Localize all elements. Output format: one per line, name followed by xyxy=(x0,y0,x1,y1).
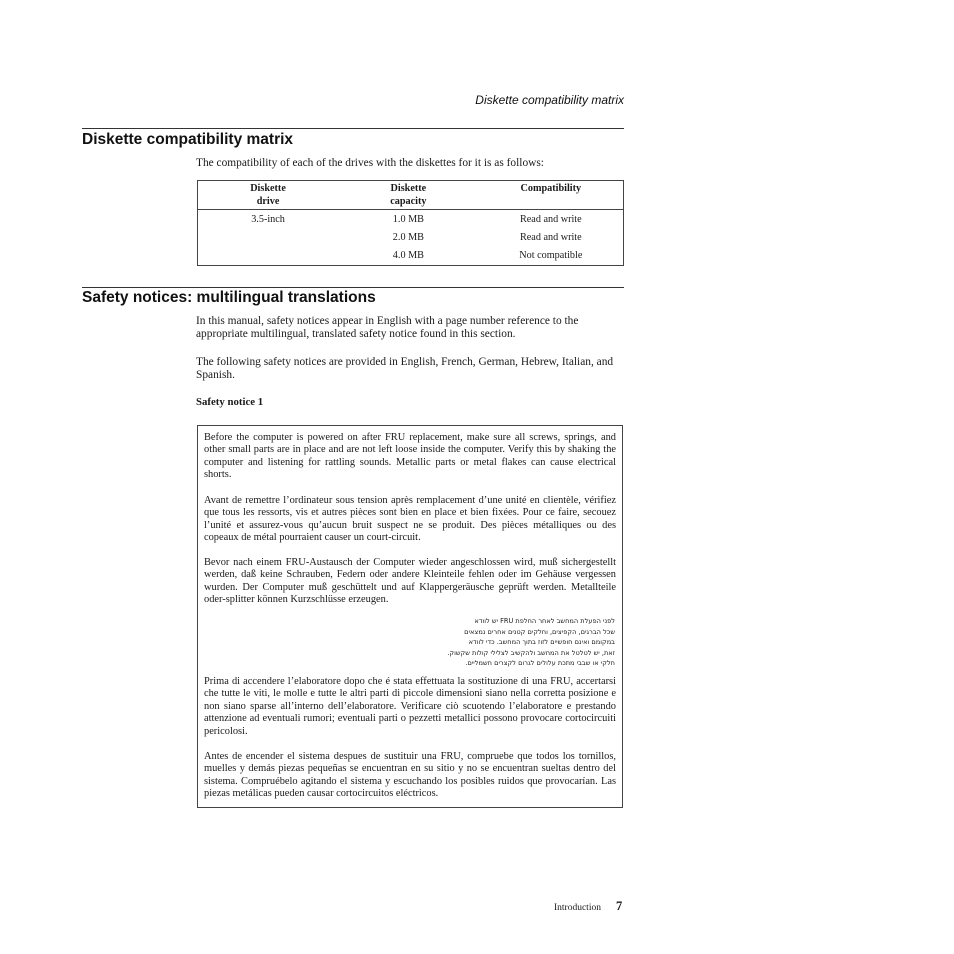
intro-paragraph: The compatibility of each of the drives with the diskettes for it is as follows: xyxy=(196,157,544,169)
table-cell: Not compatible xyxy=(519,250,583,261)
table-cell: 3.5-inch xyxy=(251,214,285,225)
safety-notice-box xyxy=(197,425,623,808)
running-head: Diskette compatibility matrix xyxy=(475,93,624,107)
notice-french: Avant de remettre l’ordinateur sous tension après remplacement d’une unité en clientèle, vérifiez que tous les ressorts, vis et autres pièces sont bien en place et bien fixées. Pour ce faire, secouez l’unité et assurez-vous qu’aucun bruit suspect ne se produit. Des pièces métalliques ou des copeaux de métal pourraient causer un court-circuit. xyxy=(204,495,616,544)
table-cell: 4.0 MB xyxy=(392,250,424,261)
column-header-drive: Diskette drive xyxy=(198,181,339,210)
section-rule xyxy=(82,128,624,129)
section-rule xyxy=(82,287,624,288)
table-cell: Read and write xyxy=(519,214,582,225)
column-header-capacity: Diskette capacity xyxy=(338,181,479,210)
table-header-row xyxy=(198,181,624,210)
compatibility-table xyxy=(197,180,624,266)
column-header-compatibility: Compatibility xyxy=(479,181,624,210)
section-heading: Safety notices: multilingual translations xyxy=(82,289,376,306)
page-number: 7 xyxy=(616,899,623,913)
paragraph: In this manual, safety notices appear in English with a page number reference to the appropriate multilingual, translated safety notice found in this section. xyxy=(196,315,579,341)
table-row xyxy=(198,210,624,230)
paragraph: The following safety notices are provided in English, French, German, Hebrew, Italian, and Spanish. xyxy=(196,356,614,382)
notice-spanish: Antes de encender el sistema despues de sustituir una FRU, compruebe que todos los tornillos, muelles y demás piezas pequeñas se encuentran en su sitio y no se encuentran sueltas dentro del sistema. Compruébelo agitando el sistema y escuchando los posibles ruidos que provocarían. Las piezas metálicas pueden causar cortocircuitos eléctricos. xyxy=(204,751,616,800)
notice-italian: Prima di accendere l’elaboratore dopo che é stata effettuata la sostituzione di una FRU, accertarsi che tutte le viti, le molle e tutte le altri parti di piccole dimensioni siano nella corretta posizione e non siano sparse all’interno dell’elaboratore. Verificare ciò scuotendo l’elaboratore e prestando attenzione ad eventuali rumori; eventuali parti o pezzetti metallici possono provocare cortocircuiti pericolosi. xyxy=(204,676,616,737)
notice-german: Bevor nach einem FRU-Austausch der Computer wieder angeschlossen wird, muß sichergestellt werden, daß keine Schrauben, Federn oder andere Kleinteile fehlen oder im Gehäuse vergessen wurden. Der Computer muß geschüttelt und auf Klappergeräusche geprüft werden. Metallteile oder-splitter können Kurzschlüsse erzeugen. xyxy=(204,557,616,606)
table-row xyxy=(198,247,624,266)
table-cell: 1.0 MB xyxy=(392,214,424,225)
section-heading: Diskette compatibility matrix xyxy=(82,131,294,148)
footer-label: Introduction xyxy=(554,903,601,913)
notice-english: Before the computer is powered on after FRU replacement, make sure all screws, springs, and other small parts are in place and are not left loose inside the computer. Verify this by shaking the computer and listening for rattling sounds. Metallic parts or metal flakes can cause electrical shorts. xyxy=(204,432,616,481)
notice-hebrew: לפני הפעלת המחשב לאחר החלפת FRU יש לוודא שכל הברגים, הקפיצים, וחלקים קטנים אחרים נמצאים במקומם ואינם חופשיים לזוז בתוך המחשב. כדי לוודא זאת, יש לטלטל את המחשב ולהקשיב לצלילי קולות שקשוק. חלקי או שבבי מתכת עלולים לגרום לקצרים חשמליים. xyxy=(447,617,615,668)
table-cell: Read and write xyxy=(519,232,582,243)
table-cell: 2.0 MB xyxy=(392,232,424,243)
table-row xyxy=(198,229,624,247)
table-cell xyxy=(198,247,339,266)
notice-title: Safety notice 1 xyxy=(196,396,264,408)
table-cell xyxy=(198,229,339,247)
